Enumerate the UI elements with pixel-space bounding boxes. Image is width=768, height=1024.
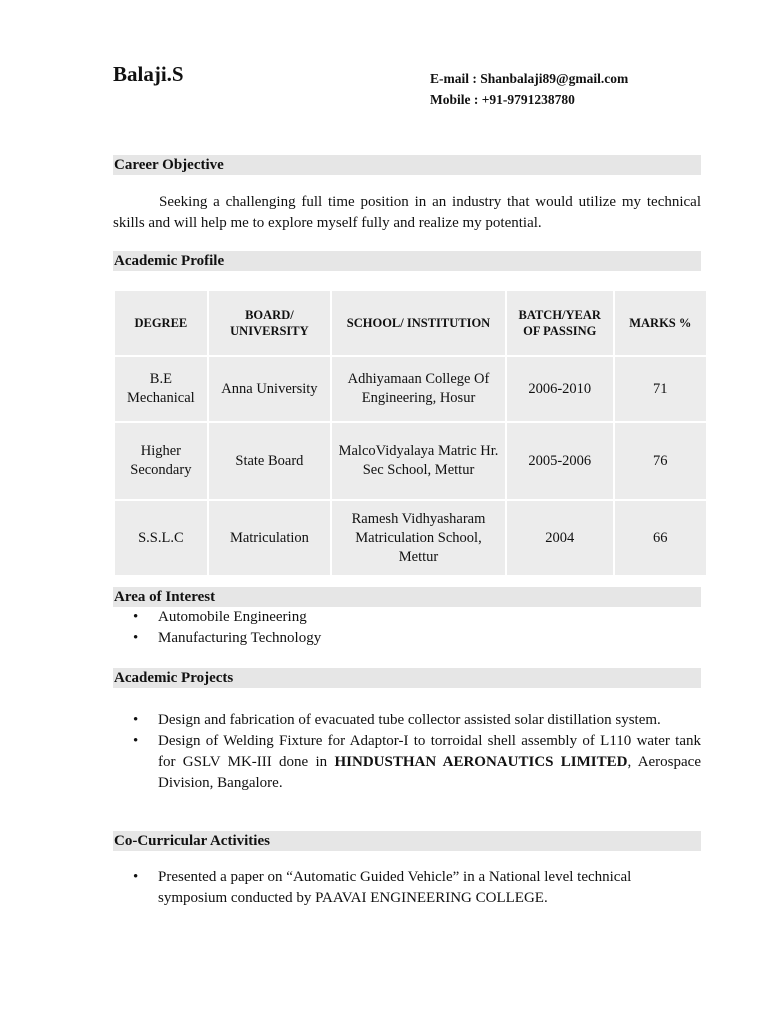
bullet-icon: • <box>133 712 139 728</box>
list-item <box>113 710 701 731</box>
cell-degree: B.E Mechanical <box>115 357 207 421</box>
cell-board: Matriculation <box>209 501 330 575</box>
bullet-icon: • <box>133 609 139 625</box>
email-line: E-mail : Shanbalaji89@gmail.com <box>430 71 629 86</box>
header-board: BOARD/ UNIVERSITY <box>209 291 330 355</box>
cell-batch: 2006-2010 <box>507 357 613 421</box>
cell-school: Adhiyamaan College Of Engineering, Hosur <box>332 357 505 421</box>
project-text: Design and fabrication of evacuated tube collector assisted solar distillation system. <box>158 712 661 728</box>
header-school: SCHOOL/ INSTITUTION <box>332 291 505 355</box>
list-item <box>113 628 701 649</box>
cell-marks: 66 <box>615 501 706 575</box>
header-batch: BATCH/YEAR OF PASSING <box>507 291 613 355</box>
objective-paragraph: Seeking a challenging full time position in an industry that would utilize my technical skills and will help me to explore myself fully and realize my potential. <box>113 194 701 231</box>
bullet-icon: • <box>133 869 139 885</box>
candidate-name: Balaji.S <box>113 62 184 86</box>
project-text: Design of Welding Fixture for Adaptor-I to torroidal shell assembly of L110 water tank for GSLV MK-III done in <box>158 733 701 770</box>
interest-text: Automobile Engineering <box>158 609 307 625</box>
table-header-row <box>115 291 706 355</box>
cell-batch: 2005-2006 <box>507 423 613 499</box>
section-heading-academic-projects: Academic Projects <box>113 668 701 688</box>
cell-school: MalcoVidyalaya Matric Hr. Sec School, Mettur <box>332 423 505 499</box>
co-curricular-list <box>113 867 701 909</box>
bullet-icon: • <box>133 733 139 749</box>
cell-degree: S.S.L.C <box>115 501 207 575</box>
table-row <box>115 357 706 421</box>
section-heading-career-objective: Career Objective <box>113 155 701 175</box>
contact-block <box>430 68 628 110</box>
header-degree: DEGREE <box>115 291 207 355</box>
interest-list <box>113 607 701 649</box>
section-heading-co-curricular: Co-Curricular Activities <box>113 831 701 851</box>
bullet-icon: • <box>133 630 139 646</box>
cell-board: State Board <box>209 423 330 499</box>
header-marks: MARKS % <box>615 291 706 355</box>
project-text-tail: , Aerospace Division, Bangalore. <box>158 754 701 791</box>
list-item <box>113 731 701 794</box>
table-row <box>115 423 706 499</box>
section-heading-academic-profile: Academic Profile <box>113 251 701 271</box>
cell-school: Ramesh Vidhyasharam Matriculation School, Mettur <box>332 501 505 575</box>
cell-marks: 76 <box>615 423 706 499</box>
list-item <box>113 867 701 909</box>
cell-batch: 2004 <box>507 501 613 575</box>
cell-board: Anna University <box>209 357 330 421</box>
cell-marks: 71 <box>615 357 706 421</box>
mobile-line: Mobile : +91-9791238780 <box>430 92 575 107</box>
list-item <box>113 607 701 628</box>
interest-text: Manufacturing Technology <box>158 630 322 646</box>
cell-degree: Higher Secondary <box>115 423 207 499</box>
company-name: HINDUSTHAN AERONAUTICS LIMITED <box>334 754 628 770</box>
activity-text: Presented a paper on “Automatic Guided Vehicle” in a National level technical symposium conducted by PAAVAI ENGINEERING COLLEGE. <box>158 869 632 906</box>
table-row <box>115 501 706 575</box>
section-heading-area-of-interest: Area of Interest <box>113 587 701 607</box>
projects-list <box>113 710 701 794</box>
academic-table <box>113 289 708 577</box>
